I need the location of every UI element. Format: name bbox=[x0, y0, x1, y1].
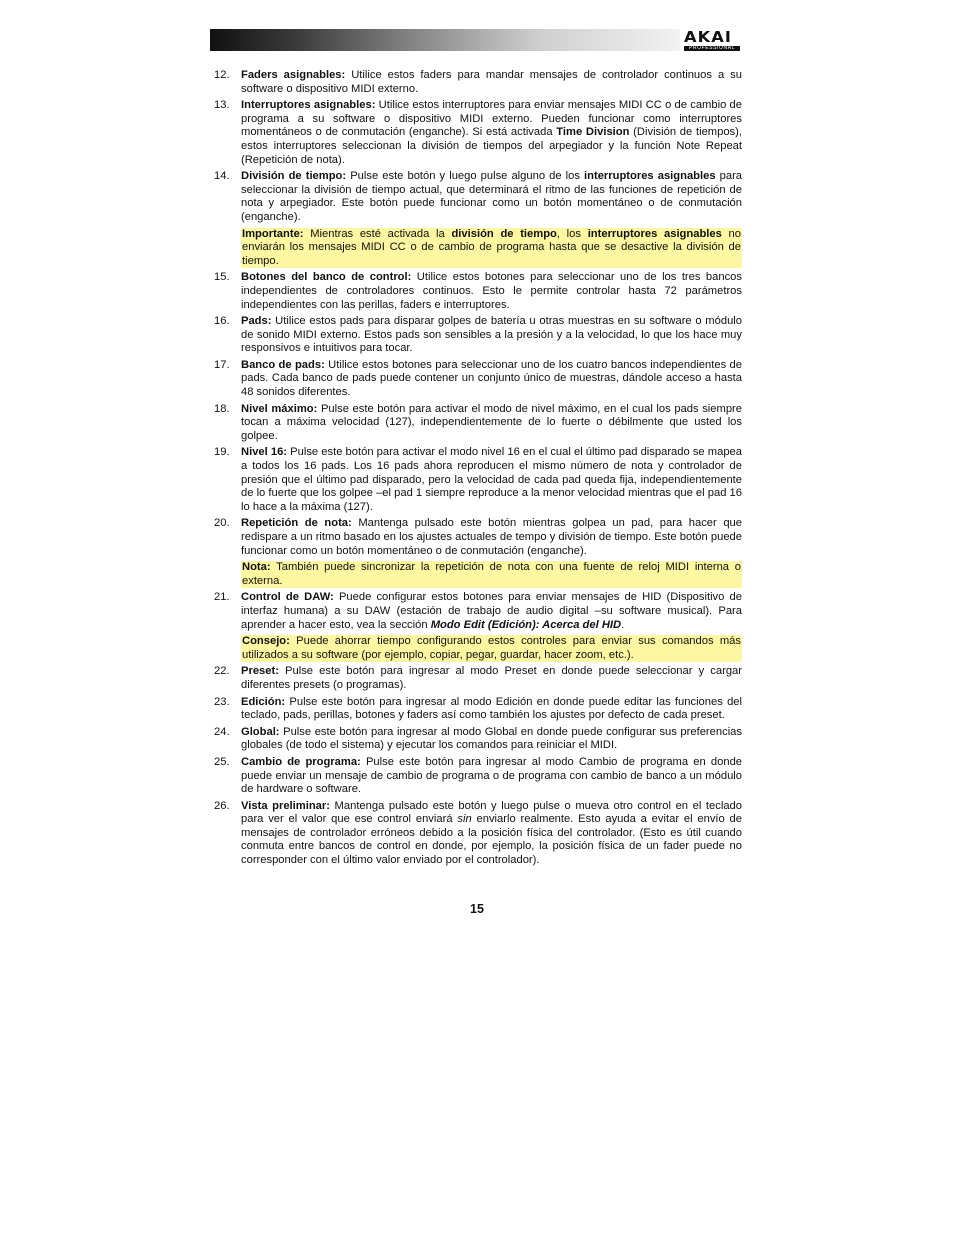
page-number: 15 bbox=[470, 902, 484, 916]
item-text: Utilice estos interruptores para enviar mensajes MIDI CC o de cambio de programa a su software o dispositivo MIDI externo. Pueden funcionar como interruptores momentáneos o de conmutación (enganche). Si está activada bbox=[241, 99, 742, 139]
item-text: Pulse este botón para activar el modo de nivel máximo, en el cual los pads siempre tocan a máxima velocidad (127), independientemente de lo fuerte o débilmente que usted los golpee. bbox=[241, 402, 742, 442]
item-number: 19. bbox=[214, 446, 230, 459]
item-number: 24. bbox=[214, 725, 230, 738]
list-item-18 bbox=[210, 403, 742, 444]
item-number: 14. bbox=[214, 170, 230, 183]
item-text: Utilice estos faders para mandar mensajes de controlador continuos a su software o dispositivo MIDI externo. bbox=[241, 69, 742, 95]
note-bold-term: división de tiempo bbox=[451, 227, 557, 240]
item-number: 25. bbox=[214, 755, 230, 768]
item-text: Utilice estos botones para seleccionar uno de los tres bancos independientes de controladores continuos. Esto le permite controlar hasta 72 parámetros independientes con las perillas, faders e interruptores. bbox=[241, 271, 742, 311]
note-label: Consejo: bbox=[242, 635, 290, 648]
list-item-15 bbox=[210, 271, 742, 312]
logo-wordmark: AKAI bbox=[684, 28, 732, 46]
item-number: 23. bbox=[214, 695, 230, 708]
list-item-20 bbox=[210, 517, 742, 558]
item-title: Vista preliminar: bbox=[241, 799, 330, 812]
list-item-19 bbox=[210, 446, 742, 514]
item-text: Pulse este botón para ingresar al modo Preset en donde puede seleccionar y cargar diferentes presets (o programas). bbox=[241, 665, 742, 691]
item-title: Edición: bbox=[241, 695, 286, 708]
item-text-cont: . bbox=[621, 618, 625, 631]
list-item-13 bbox=[210, 99, 742, 167]
item-number: 18. bbox=[214, 402, 230, 415]
item-title: Cambio de programa: bbox=[241, 755, 361, 768]
item-text: Utilice estos pads para disparar golpes de batería u otras muestras en su software o módulo de sonido MIDI externo. Estos pads son sensibles a la presión y a la velocidad, lo que los hace muy responsivos e intuitivos para tocar. bbox=[241, 315, 742, 355]
note-label: Nota: bbox=[242, 561, 271, 574]
note-text: También puede sincronizar la repetición de nota con una fuente de reloj MIDI interna o externa. bbox=[242, 561, 741, 587]
item-text: Pulse este botón para ingresar al modo Global en donde puede configurar sus preferencias globales (de todo el sistema) y ejecutar los comandos para reiniciar el MIDI. bbox=[241, 725, 742, 752]
item-text-cont: para seleccionar la división de tiempo actual, que determinará el ritmo de las funciones de repetición de nota y arpegiador. Este botón puede funcionar como un botón momentáneo o de conmutación (enganche). bbox=[241, 170, 743, 223]
list-item-17 bbox=[210, 359, 742, 400]
item-title: Nivel máximo: bbox=[241, 402, 318, 415]
item-title: Repetición de nota: bbox=[241, 517, 352, 530]
item-title: División de tiempo: bbox=[241, 170, 347, 183]
list-item-22 bbox=[210, 665, 742, 692]
item-text: Pulse este botón para activar el modo nivel 16 en el cual el último pad disparado se mapea a todos los 16 pads. Los 16 pads ahora reproducen el mismo número de nota y controlador de presión que el último pad disparado, pero la velocidad de cada pad queda fija, independientemente de lo fuerte que los golpee –el pad 1 siempre reproduce a la menor velocidad mientras que el pad 16 lo hace a la máxima (127). bbox=[241, 446, 742, 513]
item-text: Pulse este botón para ingresar al modo Cambio de programa en donde puede enviar un mensaje de cambio de programa o de programa con cambio de banco a un módulo de hardware o software. bbox=[241, 755, 743, 796]
item-title: Control de DAW: bbox=[241, 591, 334, 604]
item-text: Pulse este botón y luego pulse alguno de los bbox=[346, 170, 585, 183]
item-text: Pulse este botón para ingresar al modo Edición en donde puede editar las funciones del teclado, pads, perillas, botones y faders así como también los ajustes por defecto de cada preset. bbox=[241, 695, 742, 722]
note-label: Importante: bbox=[242, 227, 304, 240]
item-number: 21. bbox=[214, 591, 230, 604]
item-text: Utilice estos botones para seleccionar uno de los cuatro bancos independientes de pads. Cada banco de pads puede contener un conjunto único de muestras, dándole acceso a hasta 48 sonidos diferentes. bbox=[241, 358, 742, 399]
document-body bbox=[210, 69, 742, 871]
item-number: 17. bbox=[214, 358, 230, 371]
item-text: Mantenga pulsado este botón mientras golpea un pad, para hacer que redispare a un ritmo basado en los ajustes actuales de tempo y división de tiempo. Este botón puede funcionar como un botón momentáneo o de conmutación (enganche). bbox=[241, 517, 742, 557]
list-item-23 bbox=[210, 696, 742, 723]
item-number: 26. bbox=[214, 799, 230, 812]
note-text: , los bbox=[556, 227, 588, 240]
note-text: Puede ahorrar tiempo configurando estos controles para enviar sus comandos más utilizados a su software (por ejemplo, copiar, pegar, guardar, hacer zoom, etc.). bbox=[242, 635, 741, 661]
list-item-14 bbox=[210, 170, 742, 224]
item-title: Interruptores asignables: bbox=[241, 99, 376, 112]
item-bold-term: Time Division bbox=[556, 126, 630, 139]
item-number: 22. bbox=[214, 665, 230, 678]
item-text-cont: enviarlo realmente. Esto ayuda a evitar el envío de mensajes de controlador erróneos debido a la posición física del controlador. (Esto es útil cuando conmuta entre bancos de control en donde, por ejemplo, la posición física de un fader puede no corresponder con el último valor enviado por el controlador). bbox=[241, 813, 742, 867]
item-number: 13. bbox=[214, 99, 230, 112]
item-italic-term: sin bbox=[457, 813, 472, 826]
note-text: Mientras esté activada la bbox=[303, 227, 452, 240]
note-text: no enviarán los mensajes MIDI CC o de cambio de programa hasta que se desactive la división de tiempo. bbox=[242, 227, 741, 267]
item-title: Preset: bbox=[241, 665, 279, 678]
item-number: 20. bbox=[214, 517, 230, 530]
section-reference: Modo Edit (Edición): Acerca del HID bbox=[430, 618, 622, 631]
list-item-24 bbox=[210, 726, 742, 753]
list-item-21 bbox=[210, 591, 742, 632]
note-nota bbox=[241, 561, 742, 588]
note-consejo bbox=[241, 635, 742, 662]
item-title: Pads: bbox=[241, 315, 272, 328]
item-number: 15. bbox=[214, 271, 230, 284]
note-importante bbox=[241, 228, 742, 269]
list-item-25 bbox=[210, 756, 742, 797]
note-bold-term: interruptores asignables bbox=[587, 227, 722, 240]
item-text-cont: (División de tiempos), estos interruptores seleccionan la división de tiempos del arpegiador y la función Note Repeat (Repetición de nota). bbox=[241, 126, 742, 166]
item-bold-term: interruptores asignables bbox=[584, 170, 716, 183]
list-item-16 bbox=[210, 315, 742, 356]
item-title: Global: bbox=[241, 725, 280, 738]
akai-logo bbox=[684, 30, 742, 50]
item-title: Nivel 16: bbox=[241, 446, 288, 459]
logo-subtitle: PROFESSIONAL bbox=[684, 46, 740, 51]
item-text: Mantenga pulsado este botón y luego pulse o mueva otro control en el teclado para ver el valor que ese control enviará bbox=[241, 799, 742, 826]
item-text: Puede configurar estos botones para enviar mensajes de HID (Dispositivo de interfaz humana) a su DAW (estación de trabajo de audio digital –su software musical). Para aprender a hacer esto, vea la sección bbox=[241, 591, 742, 631]
item-number: 16. bbox=[214, 315, 230, 328]
item-title: Faders asignables: bbox=[241, 69, 346, 81]
item-number: 12. bbox=[214, 69, 230, 81]
list-item-12 bbox=[210, 69, 742, 96]
list-item-26 bbox=[210, 800, 742, 868]
item-title: Botones del banco de control: bbox=[241, 271, 412, 284]
item-title: Banco de pads: bbox=[241, 358, 325, 371]
header-gradient-bar bbox=[210, 29, 680, 51]
